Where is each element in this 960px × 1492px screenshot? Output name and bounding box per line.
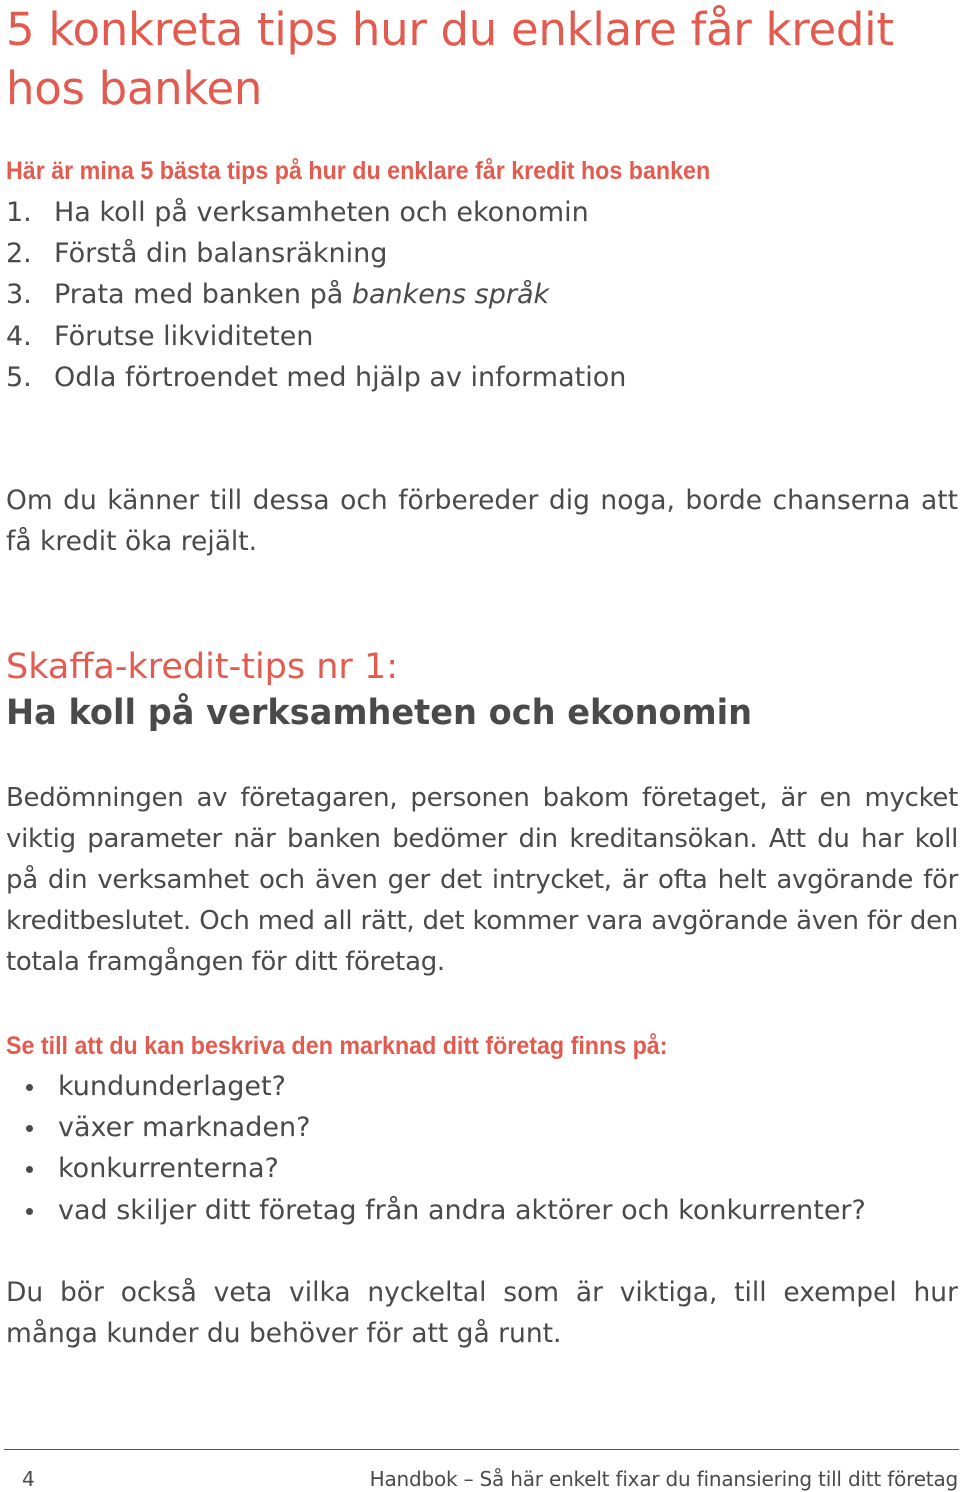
section-title: Ha koll på verksamheten och ekonomin: [6, 693, 753, 733]
list-item-emphasis: bankens språk: [351, 279, 550, 311]
bullet-icon: [26, 1125, 33, 1132]
list-item-text: växer marknaden?: [58, 1112, 311, 1144]
bullet-icon: [26, 1208, 33, 1215]
list-item-text: Odla förtroendet med hjälp av information: [54, 361, 627, 393]
list-item: [6, 274, 626, 315]
bullet-icon: [26, 1084, 33, 1091]
section-kicker: Skaffa-kredit-tips nr 1:: [6, 647, 399, 687]
list-item: [6, 233, 626, 274]
list-item-text: Förstå din balansräkning: [54, 238, 388, 270]
intro-heading: Här är mina 5 bästa tips på hur du enklare får kredit hos banken: [6, 157, 711, 185]
list-item-number: 5.: [6, 361, 32, 393]
footer-page-number: 4: [22, 1467, 35, 1491]
list-item-text: kundunderlaget?: [58, 1071, 286, 1102]
tips-list: [6, 192, 626, 398]
list-item: [6, 1148, 866, 1189]
section-paragraph: Bedömningen av företagaren, personen bakom företaget, är en mycket viktig parameter när banken bedömer din kreditansökan. Att du har koll på din verksamhet och även ger det intrycket, är ofta helt avgörande för kreditbeslutet. Och med all rätt, det kommer vara avgörande även för den totala framgången för ditt företag.: [6, 783, 958, 977]
list-item-number: 3.: [6, 279, 32, 311]
list-item-number: 2.: [6, 238, 32, 270]
list-item: [6, 1190, 866, 1231]
list-item-text: Ha koll på verksamheten och ekonomin: [54, 197, 589, 228]
list-item-number: 1.: [6, 197, 32, 228]
list-item: [6, 1066, 866, 1107]
bullet-icon: [26, 1166, 33, 1173]
market-heading: Se till att du kan beskriva den marknad ditt företag finns på:: [6, 1032, 668, 1060]
page-title: 5 konkreta tips hur du enklare får kredit hos banken: [6, 3, 894, 115]
list-item-text: Förutse likviditeten: [54, 320, 314, 352]
closing-paragraph: Du bör också veta vilka nyckeltal som är viktiga, till exempel hur många kunder du behöver för att gå runt.: [6, 1277, 958, 1349]
list-item-text: vad skiljer ditt företag från andra aktörer och konkurrenter?: [58, 1194, 866, 1226]
list-item: [6, 316, 626, 357]
list-item-text: konkurrenterna?: [58, 1153, 279, 1185]
intro-paragraph: Om du känner till dessa och förbereder dig noga, borde chanserna att få kredit öka rejält.: [6, 485, 958, 557]
list-item: [6, 357, 626, 398]
footer-title: Handbok – Så här enkelt fixar du finansiering till ditt företag: [369, 1467, 958, 1491]
market-bullet-list: [6, 1066, 866, 1231]
list-item: [6, 192, 626, 233]
footer-divider: [4, 1449, 959, 1450]
list-item: [6, 1107, 866, 1148]
list-item-text: Prata med banken på: [54, 279, 352, 311]
list-item-number: 4.: [6, 320, 32, 352]
